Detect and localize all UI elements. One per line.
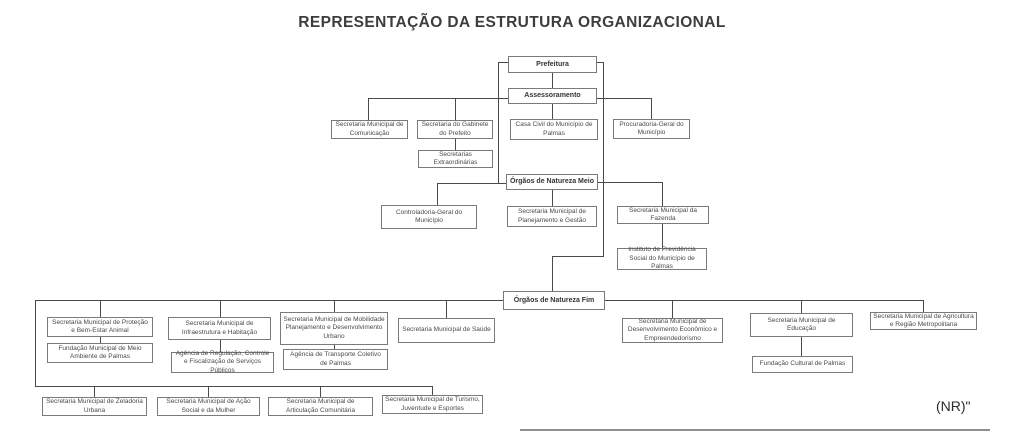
org-box-planejamento: Secretaria Municipal de Planejamento e Gestão bbox=[507, 206, 597, 227]
org-box-gabinete: Secretaria do Gabinete do Prefeito bbox=[417, 120, 493, 139]
org-box-fazenda: Secretaria Municipal da Fazenda bbox=[617, 206, 709, 224]
org-box-agricultura: Secretaria Municipal de Agricultura e Região Metropolitana bbox=[870, 312, 977, 330]
org-box-natureza-fim: Órgãos de Natureza Fim bbox=[503, 291, 605, 310]
bottom-divider bbox=[520, 429, 990, 431]
org-box-controladoria: Controladoria-Geral do Município bbox=[381, 205, 477, 229]
org-box-infraestrutura: Secretaria Municipal de Infraestrutura e Habitação bbox=[168, 317, 271, 340]
org-box-casa-civil: Casa Civil do Município de Palmas bbox=[510, 119, 598, 140]
connector-line bbox=[35, 300, 504, 301]
connector-line bbox=[455, 98, 456, 121]
org-box-turismo: Secretaria Municipal de Turismo, Juventude e Esportes bbox=[382, 395, 483, 414]
connector-line bbox=[801, 300, 802, 314]
connector-line bbox=[604, 300, 924, 301]
org-box-mobilidade: Secretaria Municipal de Mobilidade Planejamento e Desenvolvimento Urbano bbox=[280, 312, 388, 345]
org-box-acao-social: Secretaria Municipal de Ação Social e da Mulher bbox=[157, 397, 260, 416]
org-box-articulacao: Secretaria Municipal de Articulação Comunitária bbox=[268, 397, 373, 416]
org-box-natureza-meio: Órgãos de Natureza Meio bbox=[506, 174, 598, 190]
connector-line bbox=[552, 190, 553, 207]
connector-line bbox=[597, 182, 663, 183]
org-box-educacao: Secretaria Municipal de Educação bbox=[750, 313, 853, 337]
connector-line bbox=[220, 300, 221, 318]
org-box-zeladoria: Secretaria Municipal de Zeladoria Urbana bbox=[42, 397, 147, 416]
connector-line bbox=[662, 223, 663, 249]
connector-line bbox=[437, 183, 438, 206]
connector-line bbox=[651, 98, 652, 120]
org-box-saude: Secretaria Municipal de Saúde bbox=[398, 318, 495, 343]
connector-line bbox=[100, 300, 101, 318]
org-box-assessoramento: Assessoramento bbox=[508, 88, 597, 104]
connector-line bbox=[498, 62, 499, 184]
org-box-fundacao-meio-ambiente: Fundação Municipal de Meio Ambiente de Palmas bbox=[47, 343, 153, 363]
connector-line bbox=[552, 256, 553, 292]
connector-line bbox=[662, 182, 663, 207]
connector-line bbox=[603, 62, 604, 257]
connector-line bbox=[801, 336, 802, 357]
nr-footnote: (NR)" bbox=[936, 398, 971, 414]
connector-line bbox=[35, 300, 36, 387]
org-box-comunicacao: Secretaria Municipal de Comunicação bbox=[331, 120, 408, 139]
connector-line bbox=[552, 104, 553, 120]
org-box-procuradoria: Procuradoria-Geral do Município bbox=[613, 119, 690, 139]
org-box-agencia-regulacao: Agência de Regulação, Controle e Fiscalização de Serviços Públicos bbox=[171, 352, 274, 373]
connector-line bbox=[552, 256, 604, 257]
page-title: REPRESENTAÇÃO DA ESTRUTURA ORGANIZACIONAL bbox=[298, 14, 726, 31]
connector-line bbox=[446, 300, 447, 319]
connector-line bbox=[368, 98, 369, 121]
org-box-agencia-transporte: Agência de Transporte Coletivo de Palmas bbox=[283, 349, 388, 370]
connector-line bbox=[672, 300, 673, 319]
org-box-protecao-animal: Secretaria Municipal de Proteção e Bem-Estar Animal bbox=[47, 317, 153, 337]
connector-line bbox=[437, 183, 507, 184]
connector-line bbox=[552, 73, 553, 88]
org-box-prefeitura: Prefeitura bbox=[508, 56, 597, 73]
org-box-desenvolvimento: Secretaria Municipal de Desenvolvimento Econômico e Empreendedorismo bbox=[622, 318, 723, 343]
org-box-previdencia: Instituto de Previdência Social do Município de Palmas bbox=[617, 248, 707, 270]
org-box-fundacao-cultural: Fundação Cultural de Palmas bbox=[752, 356, 853, 373]
org-box-extraordinarias: Secretarias Extraordinárias bbox=[418, 150, 493, 168]
